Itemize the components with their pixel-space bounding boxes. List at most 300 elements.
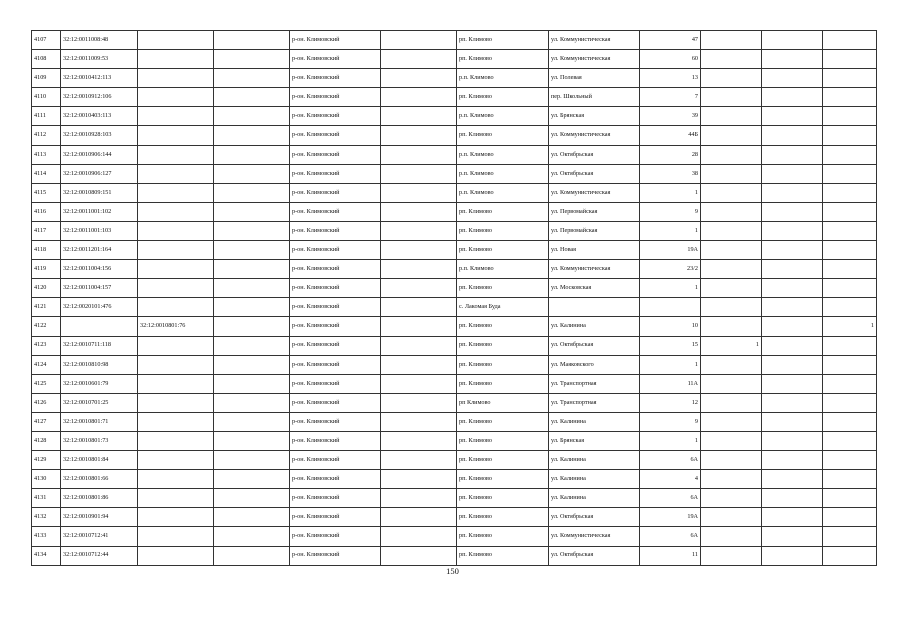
table-row (32, 546, 877, 565)
cell-cadastral-number: 32:12:0010403:113 (61, 107, 138, 126)
cell-count-2 (823, 355, 877, 374)
cell-house-number: 6А (640, 451, 701, 470)
cell-extra (762, 164, 823, 183)
cell-empty (214, 336, 290, 355)
cell-cadastral-number: 32:12:0010928:103 (61, 126, 138, 145)
cell-empty (214, 317, 290, 336)
table-row (32, 260, 877, 279)
cell-count-2: 1 (823, 317, 877, 336)
cell-extra (762, 374, 823, 393)
cell-count-2 (823, 88, 877, 107)
cell-count-2 (823, 221, 877, 240)
cell-extra (762, 145, 823, 164)
cell-cadastral-number: 32:12:0011004:157 (61, 279, 138, 298)
cell-record-number: 4124 (32, 355, 61, 374)
cell-cadastral-number-alt (138, 451, 214, 470)
cell-district: р-он. Климовский (290, 164, 381, 183)
cell-district: р-он. Климовский (290, 336, 381, 355)
cell-extra (762, 88, 823, 107)
cell-district: р-он. Климовский (290, 183, 381, 202)
cell-empty (381, 241, 457, 260)
cell-street: ул. Калинина (549, 451, 640, 470)
cell-count (701, 31, 762, 50)
cell-cadastral-number-alt (138, 470, 214, 489)
cell-empty (214, 470, 290, 489)
cell-empty (381, 412, 457, 431)
cell-extra (762, 508, 823, 527)
cell-count (701, 508, 762, 527)
cell-cadastral-number: 32:12:0010712:41 (61, 527, 138, 546)
cell-empty (214, 393, 290, 412)
cell-count-2 (823, 69, 877, 88)
cell-settlement: рп. Климово (457, 470, 549, 489)
cell-cadastral-number: 32:12:0020101:476 (61, 298, 138, 317)
cell-street: ул. Октябрьская (549, 508, 640, 527)
cell-settlement: рп. Климово (457, 546, 549, 565)
cell-cadastral-number: 32:12:0010801:66 (61, 470, 138, 489)
table-row (32, 431, 877, 450)
cell-empty (381, 355, 457, 374)
cell-district: р-он. Климовский (290, 470, 381, 489)
cell-house-number: 4 (640, 470, 701, 489)
registry-table (31, 30, 877, 566)
cell-extra (762, 298, 823, 317)
cell-empty (381, 451, 457, 470)
cell-street: ул. Коммунистическая (549, 126, 640, 145)
cell-count-2 (823, 546, 877, 565)
cell-count (701, 451, 762, 470)
cell-count-2 (823, 164, 877, 183)
cell-empty (214, 183, 290, 202)
cell-district: р-он. Климовский (290, 508, 381, 527)
cell-count (701, 88, 762, 107)
cell-empty (381, 546, 457, 565)
cell-cadastral-number-alt (138, 241, 214, 260)
table-row (32, 107, 877, 126)
table-row (32, 69, 877, 88)
cell-cadastral-number: 32:12:0010701:25 (61, 393, 138, 412)
cell-street: ул. Калинина (549, 412, 640, 431)
cell-house-number: 9 (640, 202, 701, 221)
cell-street: ул. Октябрьская (549, 145, 640, 164)
cell-cadastral-number-alt (138, 221, 214, 240)
cell-count (701, 470, 762, 489)
cell-cadastral-number: 32:12:0011009:53 (61, 50, 138, 69)
cell-settlement: рп. Климово (457, 355, 549, 374)
cell-house-number: 7 (640, 88, 701, 107)
cell-empty (381, 298, 457, 317)
cell-district: р-он. Климовский (290, 489, 381, 508)
cell-record-number: 4117 (32, 221, 61, 240)
cell-cadastral-number-alt (138, 69, 214, 88)
cell-extra (762, 260, 823, 279)
cell-empty (381, 374, 457, 393)
cell-count-2 (823, 50, 877, 69)
cell-settlement: рп. Климово (457, 31, 549, 50)
cell-cadastral-number-alt (138, 546, 214, 565)
cell-record-number: 4108 (32, 50, 61, 69)
cell-extra (762, 451, 823, 470)
cell-empty (214, 279, 290, 298)
table-row (32, 317, 877, 336)
cell-count-2 (823, 489, 877, 508)
cell-house-number: 10 (640, 317, 701, 336)
cell-count (701, 241, 762, 260)
table-row (32, 50, 877, 69)
cell-street: ул. Коммунистическая (549, 183, 640, 202)
table-row (32, 470, 877, 489)
cell-extra (762, 107, 823, 126)
cell-cadastral-number: 32:12:0010412:113 (61, 69, 138, 88)
cell-cadastral-number-alt (138, 412, 214, 431)
cell-cadastral-number-alt (138, 145, 214, 164)
cell-extra (762, 393, 823, 412)
cell-empty (214, 431, 290, 450)
cell-house-number: 15 (640, 336, 701, 355)
cell-empty (214, 508, 290, 527)
cell-cadastral-number: 32:12:0010906:127 (61, 164, 138, 183)
cell-empty (381, 489, 457, 508)
cell-empty (214, 260, 290, 279)
cell-empty (214, 546, 290, 565)
cell-empty (381, 221, 457, 240)
cell-house-number: 60 (640, 50, 701, 69)
cell-district: р-он. Климовский (290, 31, 381, 50)
cell-district: р-он. Климовский (290, 69, 381, 88)
registry-body (32, 31, 877, 566)
table-row (32, 527, 877, 546)
cell-record-number: 4121 (32, 298, 61, 317)
page-number: 150 (446, 566, 459, 576)
cell-settlement: рп. Климово (457, 489, 549, 508)
cell-count-2 (823, 374, 877, 393)
cell-settlement: р.п. Климово (457, 145, 549, 164)
cell-settlement: рп. Климово (457, 241, 549, 260)
cell-empty (381, 164, 457, 183)
cell-empty (214, 374, 290, 393)
cell-house-number: 19А (640, 241, 701, 260)
cell-house-number (640, 298, 701, 317)
cell-empty (381, 107, 457, 126)
cell-cadastral-number-alt (138, 107, 214, 126)
cell-count (701, 393, 762, 412)
cell-count-2 (823, 527, 877, 546)
cell-street: ул. Брянская (549, 107, 640, 126)
cell-street: ул. Московская (549, 279, 640, 298)
table-row (32, 412, 877, 431)
cell-extra (762, 69, 823, 88)
table-row (32, 241, 877, 260)
cell-settlement: рп. Климово (457, 202, 549, 221)
cell-empty (214, 145, 290, 164)
cell-cadastral-number-alt (138, 508, 214, 527)
cell-empty (214, 451, 290, 470)
cell-house-number: 39 (640, 107, 701, 126)
cell-cadastral-number: 32:12:0011201:164 (61, 241, 138, 260)
cell-record-number: 4122 (32, 317, 61, 336)
cell-empty (381, 50, 457, 69)
cell-extra (762, 50, 823, 69)
cell-settlement: рп. Климово (457, 50, 549, 69)
cell-extra (762, 221, 823, 240)
cell-house-number: 28 (640, 145, 701, 164)
cell-empty (381, 88, 457, 107)
cell-count-2 (823, 336, 877, 355)
cell-record-number: 4110 (32, 88, 61, 107)
cell-cadastral-number: 32:12:0011001:103 (61, 221, 138, 240)
cell-extra (762, 527, 823, 546)
cell-empty (381, 260, 457, 279)
cell-cadastral-number-alt (138, 489, 214, 508)
cell-count-2 (823, 279, 877, 298)
cell-empty (214, 126, 290, 145)
cell-district: р-он. Климовский (290, 451, 381, 470)
cell-count-2 (823, 260, 877, 279)
table-row (32, 126, 877, 145)
cell-empty (381, 69, 457, 88)
cell-street: ул. Калинина (549, 317, 640, 336)
cell-record-number: 4115 (32, 183, 61, 202)
cell-cadastral-number-alt: 32:12:0010801:76 (138, 317, 214, 336)
table-row (32, 164, 877, 183)
cell-house-number: 38 (640, 164, 701, 183)
cell-record-number: 4112 (32, 126, 61, 145)
cell-empty (214, 412, 290, 431)
cell-empty (214, 31, 290, 50)
cell-district: р-он. Климовский (290, 279, 381, 298)
cell-street: ул. Брянская (549, 431, 640, 450)
cell-count-2 (823, 508, 877, 527)
cell-house-number: 13 (640, 69, 701, 88)
cell-cadastral-number-alt (138, 355, 214, 374)
cell-settlement: р.п. Климово (457, 164, 549, 183)
cell-count (701, 546, 762, 565)
cell-cadastral-number: 32:12:0010906:144 (61, 145, 138, 164)
cell-district: р-он. Климовский (290, 374, 381, 393)
table-row (32, 393, 877, 412)
cell-count-2 (823, 470, 877, 489)
cell-empty (381, 145, 457, 164)
cell-house-number: 23/2 (640, 260, 701, 279)
cell-extra (762, 355, 823, 374)
cell-cadastral-number-alt (138, 279, 214, 298)
cell-house-number: 6А (640, 489, 701, 508)
cell-record-number: 4113 (32, 145, 61, 164)
cell-record-number: 4128 (32, 431, 61, 450)
cell-cadastral-number-alt (138, 374, 214, 393)
cell-count (701, 431, 762, 450)
cell-cadastral-number: 32:12:0011008:48 (61, 31, 138, 50)
cell-cadastral-number-alt (138, 336, 214, 355)
cell-count (701, 317, 762, 336)
cell-record-number: 4107 (32, 31, 61, 50)
cell-count (701, 50, 762, 69)
cell-cadastral-number: 32:12:0011001:102 (61, 202, 138, 221)
cell-record-number: 4130 (32, 470, 61, 489)
cell-count-2 (823, 431, 877, 450)
cell-count: 1 (701, 336, 762, 355)
cell-street (549, 298, 640, 317)
cell-count-2 (823, 126, 877, 145)
cell-cadastral-number-alt (138, 50, 214, 69)
cell-cadastral-number-alt (138, 126, 214, 145)
cell-cadastral-number: 32:12:0010901:94 (61, 508, 138, 527)
cell-house-number: 9 (640, 412, 701, 431)
cell-record-number: 4126 (32, 393, 61, 412)
cell-cadastral-number-alt (138, 202, 214, 221)
cell-record-number: 4133 (32, 527, 61, 546)
cell-count-2 (823, 145, 877, 164)
cell-district: р-он. Климовский (290, 355, 381, 374)
cell-count-2 (823, 298, 877, 317)
cell-settlement: рп. Климово (457, 374, 549, 393)
cell-empty (381, 126, 457, 145)
cell-empty (214, 489, 290, 508)
cell-street: ул. Коммунистическая (549, 50, 640, 69)
cell-count (701, 527, 762, 546)
cell-settlement: рп. Климово (457, 451, 549, 470)
table-row (32, 374, 877, 393)
cell-street: ул. Калинина (549, 470, 640, 489)
cell-count (701, 355, 762, 374)
cell-record-number: 4125 (32, 374, 61, 393)
cell-house-number: 12 (640, 393, 701, 412)
cell-cadastral-number-alt (138, 298, 214, 317)
cell-street: ул. Первомайская (549, 221, 640, 240)
cell-settlement: р.п. Климово (457, 107, 549, 126)
table-row (32, 451, 877, 470)
cell-settlement: рп. Климово (457, 221, 549, 240)
cell-cadastral-number-alt (138, 527, 214, 546)
cell-extra (762, 470, 823, 489)
cell-count (701, 183, 762, 202)
cell-empty (214, 527, 290, 546)
cell-settlement: рп. Климово (457, 88, 549, 107)
cell-house-number: 44Б (640, 126, 701, 145)
cell-street: ул. Коммунистическая (549, 260, 640, 279)
cell-count (701, 107, 762, 126)
cell-street: ул. Транспортная (549, 374, 640, 393)
cell-record-number: 4109 (32, 69, 61, 88)
cell-cadastral-number (61, 317, 138, 336)
cell-district: р-он. Климовский (290, 527, 381, 546)
cell-count-2 (823, 393, 877, 412)
cell-cadastral-number-alt (138, 393, 214, 412)
cell-empty (214, 202, 290, 221)
cell-extra (762, 336, 823, 355)
cell-settlement: рп. Климово (457, 412, 549, 431)
cell-cadastral-number-alt (138, 31, 214, 50)
cell-count-2 (823, 412, 877, 431)
cell-cadastral-number-alt (138, 183, 214, 202)
cell-street: ул. Коммунистическая (549, 527, 640, 546)
cell-record-number: 4120 (32, 279, 61, 298)
cell-street: ул. Калинина (549, 489, 640, 508)
cell-house-number: 19А (640, 508, 701, 527)
registry-sheet (31, 30, 877, 566)
table-row (32, 88, 877, 107)
cell-extra (762, 241, 823, 260)
table-row (32, 183, 877, 202)
cell-record-number: 4129 (32, 451, 61, 470)
cell-empty (214, 50, 290, 69)
cell-house-number: 1 (640, 355, 701, 374)
cell-empty (381, 183, 457, 202)
table-row (32, 489, 877, 508)
cell-count (701, 489, 762, 508)
cell-empty (381, 527, 457, 546)
cell-cadastral-number: 32:12:0010801:71 (61, 412, 138, 431)
cell-cadastral-number: 32:12:0010801:84 (61, 451, 138, 470)
cell-empty (214, 164, 290, 183)
cell-cadastral-number: 32:12:0010601:79 (61, 374, 138, 393)
cell-district: р-он. Климовский (290, 241, 381, 260)
cell-cadastral-number: 32:12:0011004:156 (61, 260, 138, 279)
cell-count (701, 298, 762, 317)
cell-count (701, 374, 762, 393)
cell-cadastral-number: 32:12:0010801:73 (61, 431, 138, 450)
cell-cadastral-number-alt (138, 260, 214, 279)
cell-settlement: рп. Климово (457, 279, 549, 298)
cell-settlement: рп. Климово (457, 317, 549, 336)
cell-district: р-он. Климовский (290, 317, 381, 336)
cell-extra (762, 317, 823, 336)
cell-empty (381, 202, 457, 221)
cell-record-number: 4118 (32, 241, 61, 260)
cell-empty (381, 317, 457, 336)
cell-house-number: 11А (640, 374, 701, 393)
cell-district: р-он. Климовский (290, 202, 381, 221)
cell-record-number: 4127 (32, 412, 61, 431)
cell-record-number: 4134 (32, 546, 61, 565)
cell-extra (762, 431, 823, 450)
cell-cadastral-number-alt (138, 164, 214, 183)
cell-district: р-он. Климовский (290, 546, 381, 565)
cell-count (701, 260, 762, 279)
table-row (32, 202, 877, 221)
cell-empty (214, 241, 290, 260)
cell-district: р-он. Климовский (290, 221, 381, 240)
cell-house-number: 47 (640, 31, 701, 50)
cell-extra (762, 412, 823, 431)
cell-record-number: 4123 (32, 336, 61, 355)
cell-district: р-он. Климовский (290, 412, 381, 431)
cell-cadastral-number-alt (138, 431, 214, 450)
cell-street: ул. Октябрьская (549, 164, 640, 183)
cell-settlement: с. Лакомая Буда (457, 298, 549, 317)
cell-count (701, 202, 762, 221)
cell-cadastral-number: 32:12:0010711:118 (61, 336, 138, 355)
cell-district: р-он. Климовский (290, 298, 381, 317)
cell-district: р-он. Климовский (290, 393, 381, 412)
cell-house-number: 11 (640, 546, 701, 565)
cell-empty (381, 393, 457, 412)
table-row (32, 508, 877, 527)
cell-count-2 (823, 451, 877, 470)
cell-record-number: 4119 (32, 260, 61, 279)
cell-extra (762, 279, 823, 298)
cell-cadastral-number-alt (138, 88, 214, 107)
cell-empty (214, 221, 290, 240)
cell-empty (214, 355, 290, 374)
cell-extra (762, 183, 823, 202)
cell-street: пер. Школьный (549, 88, 640, 107)
cell-empty (214, 298, 290, 317)
cell-house-number: 1 (640, 183, 701, 202)
cell-count (701, 145, 762, 164)
cell-empty (381, 470, 457, 489)
cell-settlement: р.п. Климово (457, 260, 549, 279)
